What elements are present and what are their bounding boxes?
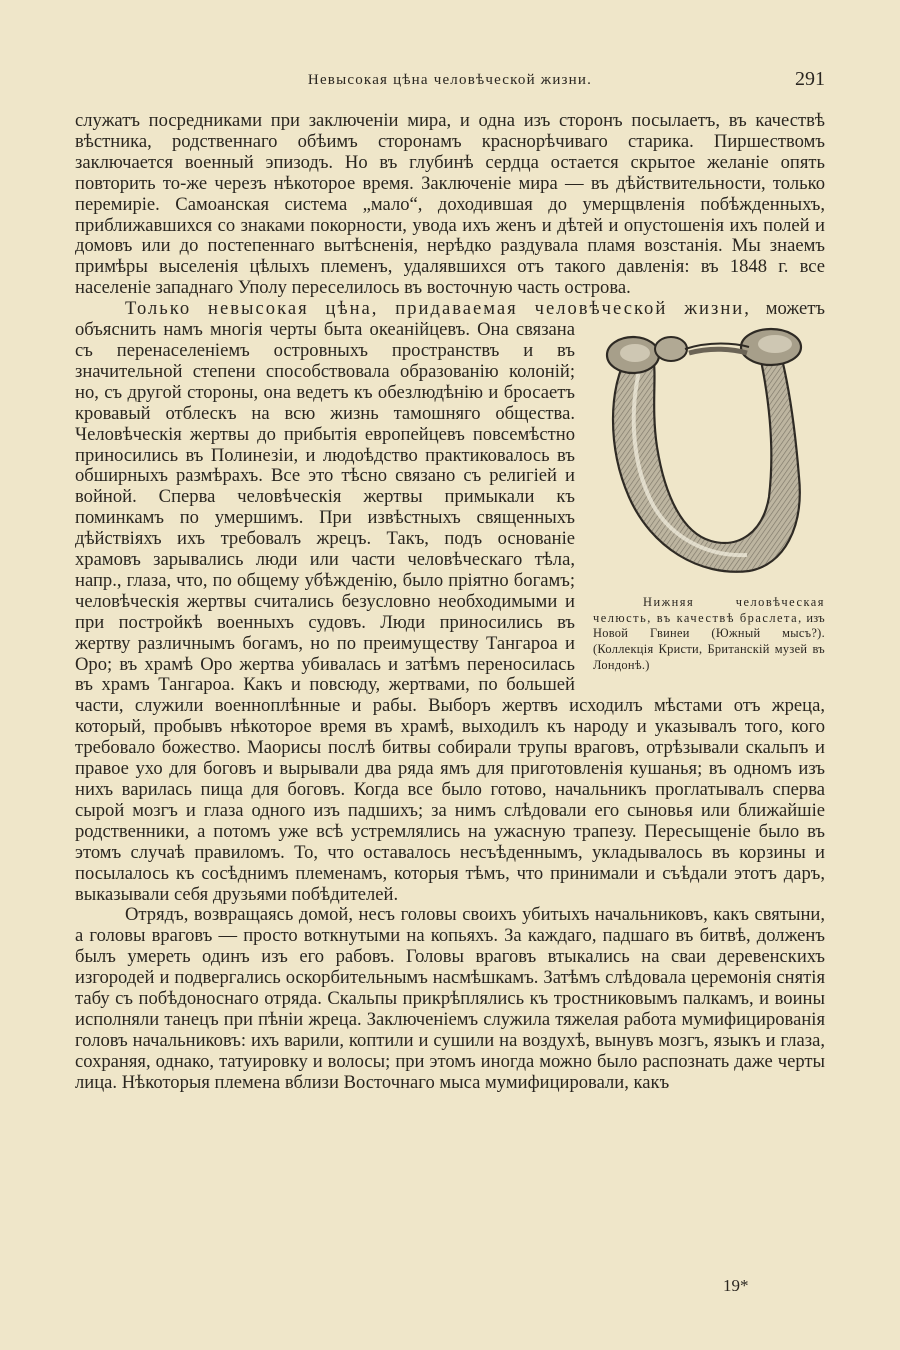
figure-caption <box>593 595 825 674</box>
body-text <box>75 111 825 1094</box>
paragraph-3: Отрядъ, возвращаясь домой, несъ головы своихъ убитыхъ начальниковъ, какъ святыни, а головы враговъ — просто воткнутыми на копьяхъ. За каждаго, падшаго въ битвѣ, долженъ былъ умереть одинъ изъ его рабовъ. Головы враговъ втыкались на сваи деревенскихъ изгородей и подвергались оскорбительнымъ насмѣшкамъ. Затѣмъ слѣдовала церемонія снятія табу съ побѣдоноснаго отряда. Скальпы прикрѣплялись къ тростниковымъ палкамъ, и воины исполняли танецъ при пѣніи жреца. Заключеніемъ служила тяжелая работа мумифицированія головъ начальниковъ: ихъ варили, коптили и сушили на воздухѣ, вынувъ мозгъ, языкъ и глаза, сохраняя, однако, татуировку и волосы; при этомъ иногда можно было распознать даже черты лица. Нѣкоторыя племена вблизи Восточнаго мыса мумифицировали, какъ <box>75 904 825 1093</box>
page-number: 291 <box>795 68 825 90</box>
paragraph-2-lead-word: можетъ <box>765 298 825 320</box>
running-title: Невысокая цѣна человѣческой жизни. <box>307 72 593 88</box>
paragraph-2 <box>75 299 825 905</box>
figure-caption-rest: изъ Новой Гвинеи (Южный мысъ?). (Коллекція Кристи, Британскій музей въ Лондонѣ.) <box>593 610 825 672</box>
jawbone-figure <box>593 327 825 688</box>
jawbone-illustration <box>599 327 815 589</box>
paragraph-1: служатъ посредниками при заключеніи мира, и одна изъ сторонъ посылаетъ, въ качествѣ вѣстника, родственнаго обѣимъ сторонамъ краснорѣчиваго старика. Пиршествомъ заключается военный эпизодъ. Но въ глубинѣ сердца остается скрытое желаніе опять повторить то-же черезъ нѣкоторое время. Заключеніе мира — въ дѣйствительности, только перемиріе. Самоанская система „мало“, доходившая до умерщвленія побѣжденныхъ, приближавшихся со знаками покорности, увода ихъ женъ и дѣтей и опустошенія ихъ полей и домовъ или до постепеннаго вытѣсненія, нерѣдко раздувала пламя возстанія. Мы знаемъ примѣры выселенія цѣлыхъ племенъ, удалявшихся отъ такого давленія: въ 1848 г. все населеніе западнаго Уполу переселилось въ восточную часть острова. <box>75 110 825 299</box>
figure-caption-lead: Нижняя человѣческая челюсть, въ качествѣ браслета, <box>593 595 825 625</box>
emphasized-phrase: Только невысокая цѣна, придаваемая человѣческой жизни, <box>125 298 751 320</box>
paragraph-2-body: объяснить намъ многія черты быта океанійцевъ. Она связана съ перенаселеніемъ островныхъ пространствъ и въ значительной степени способствовала образованію колоній; но, съ другой стороны, она ведетъ къ обезлюдѣнію и бросаетъ кровавый отблескъ на всю жизнь тамошняго общества. Человѣческія жертвы до прибытія европейцевъ повсемѣстно приносились въ Полинезіи, и людоѣдство практиковалось въ обширныхъ размѣрахъ. Все это тѣсно связано съ религіей и войной. Сперва человѣческія жертвы примыкали къ поминкамъ по умершимъ. При извѣстныхъ священныхъ дѣйствіяхъ ихъ требовалъ жрецъ. Такъ, подъ основаніе храмовъ зарывались люди или части человѣческаго тѣла, напр., глаза, что, по общему убѣжденію, было пріятно богамъ; человѣческія жертвы считались безусловно необходимыми и при постройкѣ военныхъ судовъ. Люди приносились въ жертву различнымъ богамъ, но по преимуществу Тангароа и Оро; въ храмѣ Оро жертва убивалась и затѣмъ переносилась въ храмъ Тангароа. Какъ и повсюду, жертвами, по большей части, служили военноплѣнные и рабы. Выборъ жертвъ исходилъ мѣстами отъ жреца, который, пробывъ нѣкоторое время въ храмѣ, выходилъ къ народу и указывалъ того, кого требовало божество. Маорисы послѣ битвы собирали трупы враговъ, отрѣзывали скальпъ и правое ухо для боговъ и вырывали два ряда ямъ для приготовленія кушанья; въ одномъ изъ нихъ варилась пища для боговъ. Когда все было готово, начальникъ проглатывалъ сперва сырой мозгъ и глаза одного изъ падшихъ; за нимъ слѣдовали его сыновья или ближайшіе родственники, а потомъ уже всѣ устремлялись на ужасную трапезу. Пересыщеніе было въ этомъ случаѣ правиломъ. То, что оставалось несъѣденнымъ, укладывалось въ корзины и посылалось къ сосѣднимъ племенамъ, которыя тѣмъ, что принимали и съѣдали этотъ даръ, выказывали себя друзьями побѣдителей. <box>75 319 825 905</box>
page-header <box>75 68 825 98</box>
signature-mark: 19* <box>723 1276 749 1295</box>
